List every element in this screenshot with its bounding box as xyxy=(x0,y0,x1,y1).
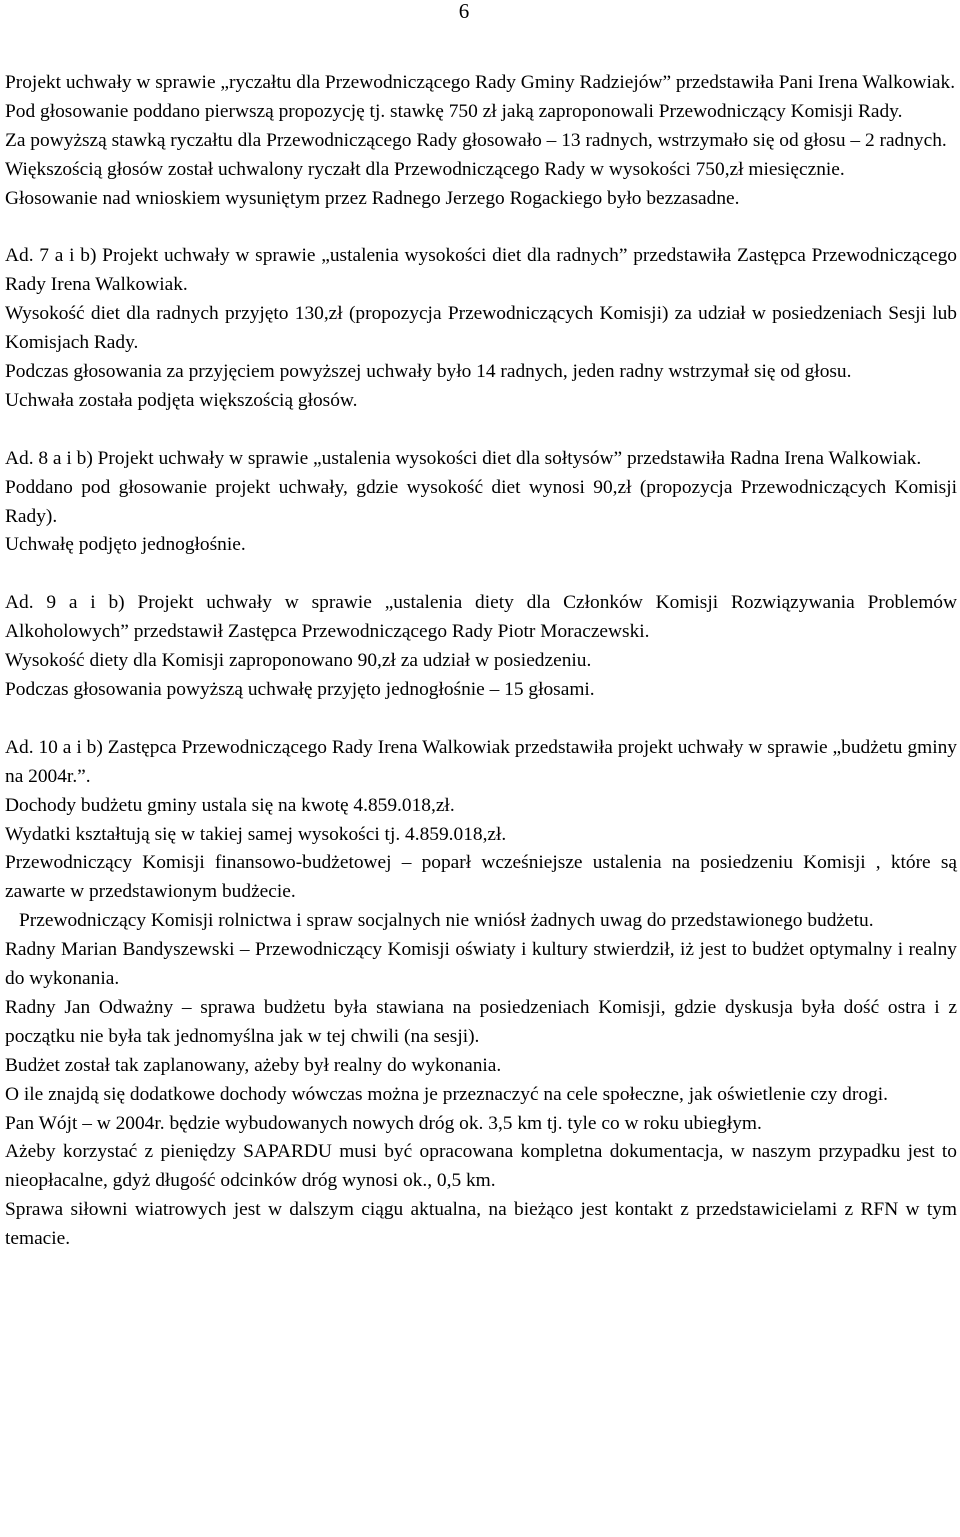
paragraph-spacer xyxy=(5,214,957,243)
paragraph: Ażeby korzystać z pieniędzy SAPARDU musi być opracowana kompletna dokumentacja, w naszym przypadku jest to nieopłacalne, gdyż długość odcinków dróg wynosi ok., 0,5 km. xyxy=(5,1141,957,1192)
paragraph-spacer xyxy=(5,560,957,589)
paragraph: Wydatki kształtują się w takiej samej wysokości tj. 4.859.018,zł. xyxy=(5,823,507,845)
document-body xyxy=(5,69,957,1254)
paragraph: Ad. 9 a i b) Projekt uchwały w sprawie „ustalenia diety dla Członków Komisji Rozwiązywania Problemów Alkoholowych” przedstawił Zastępca Przewodniczącego Rady Piotr Moraczewski. xyxy=(5,592,957,643)
paragraph: Uchwała została podjęta większością głosów. xyxy=(5,389,358,411)
paragraph: Poddano pod głosowanie projekt uchwały, gdzie wysokość diet wynosi 90,zł (propozycja Przewodniczących Komisji Rady). xyxy=(5,476,957,527)
paragraph: Radny Marian Bandyszewski – Przewodniczący Komisji oświaty i kultury stwierdził, iż jest to budżet optymalny i realny do wykonania. xyxy=(5,939,957,990)
paragraph: Budżet został tak zaplanowany, ażeby był realny do wykonania. xyxy=(5,1054,502,1076)
paragraph-spacer xyxy=(5,416,957,445)
paragraph: Projekt uchwały w sprawie „ryczałtu dla Przewodniczącego Rady Gminy Radziejów” przedstawiła Pani Irena Walkowiak. xyxy=(5,72,956,93)
paragraph-spacer xyxy=(5,705,957,734)
paragraph: Ad. 7 a i b) Projekt uchwały w sprawie „ustalenia wysokości diet dla radnych” przedstawiła Zastępca Przewodniczącego Rady Irena Walkowiak. xyxy=(5,245,957,296)
paragraph: Podczas głosowania powyższą uchwałę przyjęto jednogłośnie – 15 głosami. xyxy=(5,678,595,700)
paragraph: Ad. 8 a i b) Projekt uchwały w sprawie „ustalenia wysokości diet dla sołtysów” przedstawiła Radna Irena Walkowiak. xyxy=(5,447,922,469)
paragraph: Wysokość diety dla Komisji zaproponowano 90,zł za udział w posiedzeniu. xyxy=(5,650,592,672)
paragraph: Wysokość diet dla radnych przyjęto 130,zł (propozycja Przewodniczących Komisji) za udział w posiedzeniach Sesji lub Komisjach Rady. xyxy=(5,303,957,354)
paragraph: Dochody budżetu gminy ustala się na kwotę 4.859.018,zł. xyxy=(5,794,455,816)
paragraph: Pan Wójt – w 2004r. będzie wybudowanych nowych dróg ok. 3,5 km tj. tyle co w roku ubiegłym. xyxy=(5,1112,762,1134)
paragraph: Przewodniczący Komisji rolnictwa i spraw socjalnych nie wniósł żadnych uwag do przedstawionego budżetu. xyxy=(19,910,874,932)
paragraph: Przewodniczący Komisji finansowo-budżetowej – poparł wcześniejsze ustalenia na posiedzeniu Komisji , które są zawarte w przedstawionym budżecie. xyxy=(5,852,957,903)
paragraph: Sprawa siłowni wiatrowych jest w dalszym ciągu aktualna, na bieżąco jest kontakt z przedstawicielami z RFN w tym temacie. xyxy=(5,1199,957,1250)
page-number: 6 xyxy=(458,0,470,23)
paragraph: Głosowanie nad wnioskiem wysuniętym przez Radnego Jerzego Rogackiego było bezzasadne. xyxy=(5,187,740,209)
paragraph: Za powyższą stawką ryczałtu dla Przewodniczącego Rady głosowało – 13 radnych, wstrzymało się od głosu – 2 radnych. xyxy=(5,129,947,151)
paragraph: Uchwałę podjęto jednogłośnie. xyxy=(5,534,246,556)
paragraph: Większością głosów został uchwalony ryczałt dla Przewodniczącego Rady w wysokości 750,zł miesięcznie. xyxy=(5,158,845,180)
paragraph: Radny Jan Odważny – sprawa budżetu była stawiana na posiedzeniach Komisji, gdzie dyskusja była dość ostra i z początku nie była tak jednomyślna jak w tej chwili (na sesji). xyxy=(5,996,957,1047)
paragraph: Podczas głosowania za przyjęciem powyższej uchwały było 14 radnych, jeden radny wstrzymał się od głosu. xyxy=(5,361,852,383)
paragraph: Ad. 10 a i b) Zastępca Przewodniczącego Rady Irena Walkowiak przedstawiła projekt uchwały w sprawie „budżetu gminy na 2004r.”. xyxy=(5,736,957,787)
paragraph: O ile znajdą się dodatkowe dochody wówczas można je przeznaczyć na cele społeczne, jak oświetlenie czy drogi. xyxy=(5,1083,888,1105)
paragraph: Pod głosowanie poddano pierwszą propozycję tj. stawkę 750 zł jaką zaproponowali Przewodniczący Komisji Rady. xyxy=(5,100,903,122)
